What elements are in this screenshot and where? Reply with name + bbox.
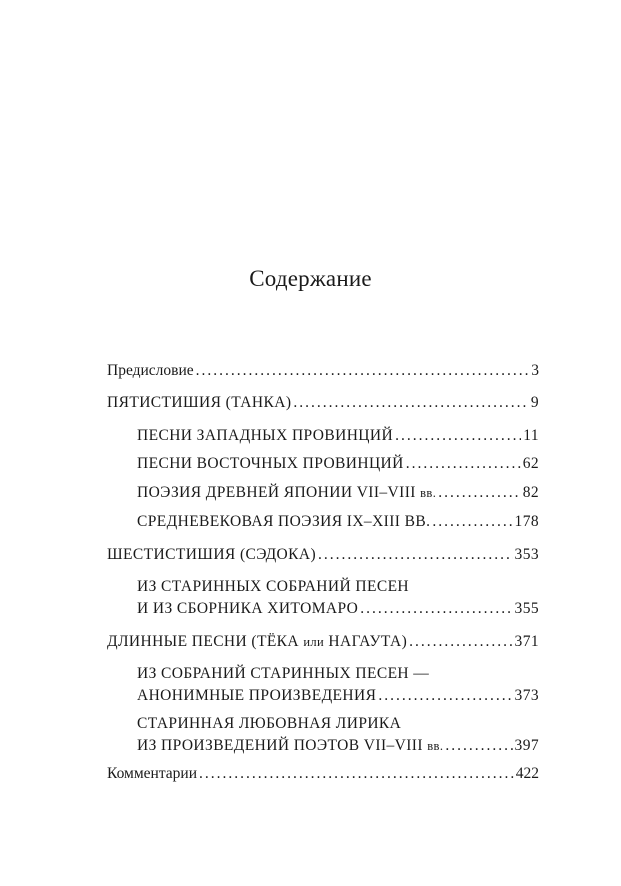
- toc-page-number: 62: [522, 455, 539, 472]
- toc-page-number: 11: [523, 427, 539, 444]
- toc-page-number: 3: [531, 362, 539, 379]
- dot-leader: [438, 482, 520, 504]
- toc-entry-tanka[interactable]: [107, 392, 539, 414]
- dot-leader: [432, 511, 512, 533]
- toc-page-number: 373: [514, 687, 539, 704]
- toc-entry-suffix: вв.: [427, 739, 444, 753]
- toc-entry-title: ИЗ ПРОИЗВЕДЕНИЙ ПОЭТОВ VII–VIII вв.: [137, 737, 444, 754]
- dot-leader: [318, 544, 513, 566]
- toc-entry-title: СРЕДНЕВЕКОВАЯ ПОЭЗИЯ IX–XIII ВВ.: [137, 513, 431, 530]
- toc-entry-preface[interactable]: [107, 360, 539, 382]
- dot-leader: [293, 392, 528, 414]
- toc-entry-title: ПЕСНИ ВОСТОЧНЫХ ПРОВИНЦИЙ: [137, 455, 404, 472]
- dot-leader: [409, 631, 512, 653]
- toc-page-number: 397: [514, 737, 539, 754]
- toc-entry-anonymous-works[interactable]: [137, 663, 539, 707]
- dot-leader: [199, 763, 514, 785]
- toc-entry-title: ДЛИННЫЕ ПЕСНИ (ТЁКА или НАГАУТА): [107, 633, 408, 650]
- toc-entry-medieval-poetry[interactable]: [137, 511, 539, 533]
- toc-entry-suffix: вв.: [420, 486, 437, 500]
- dot-leader: [395, 425, 521, 447]
- toc-entry-love-lyrics[interactable]: [137, 713, 539, 757]
- toc-entry-title: АНОНИМНЫЕ ПРОИЗВЕДЕНИЯ: [137, 687, 377, 704]
- toc-entry-ancient-japan[interactable]: [137, 482, 539, 504]
- toc-entry-title-line1: СТАРИННАЯ ЛЮБОВНАЯ ЛИРИКА: [137, 715, 402, 732]
- toc-entry-commentary[interactable]: [107, 763, 539, 785]
- toc-entry-sedoka[interactable]: [107, 544, 539, 566]
- toc-entry-eastern-provinces[interactable]: [137, 453, 539, 475]
- toc-entry-title: ПЯТИСТИШИЯ (ТАНКА): [107, 394, 292, 411]
- toc-entry-title: Комментарии: [107, 765, 197, 782]
- toc-entry-title: И ИЗ СБОРНИКА ХИТОМАРО: [137, 600, 359, 617]
- dot-leader: [196, 360, 530, 382]
- dot-leader: [406, 453, 521, 475]
- page-title: Содержание: [249, 266, 372, 291]
- toc-page-number: 353: [514, 546, 539, 563]
- toc-page-number: 371: [514, 633, 539, 650]
- toc-entry-title-line1: ИЗ СОБРАНИЙ СТАРИННЫХ ПЕСЕН —: [137, 665, 430, 682]
- toc-entry-old-collections[interactable]: [137, 576, 539, 620]
- dot-leader: [378, 685, 512, 707]
- dot-leader: [445, 735, 512, 757]
- toc-entry-title-line1: ИЗ СТАРИННЫХ СОБРАНИЙ ПЕСЕН: [137, 578, 410, 595]
- dot-leader: [360, 598, 512, 620]
- toc-entry-title: ПЕСНИ ЗАПАДНЫХ ПРОВИНЦИЙ: [137, 427, 394, 444]
- toc-page-number: 355: [514, 600, 539, 617]
- toc-entry-title: Предисловие: [107, 362, 194, 379]
- toc-page-number: 82: [522, 484, 539, 501]
- toc-entry-connector: или: [303, 635, 325, 649]
- toc-entry-long-songs[interactable]: [107, 631, 539, 653]
- toc-entry-western-provinces[interactable]: [137, 425, 539, 447]
- toc-page-number: 9: [530, 394, 539, 411]
- toc-entry-title: ШЕСТИСТИШИЯ (СЭДОКА): [107, 546, 317, 563]
- toc-page-number: 178: [514, 513, 539, 530]
- toc-entry-title: ПОЭЗИЯ ДРЕВНЕЙ ЯПОНИИ VII–VIII вв.: [137, 484, 437, 501]
- toc-page-number: 422: [515, 765, 539, 782]
